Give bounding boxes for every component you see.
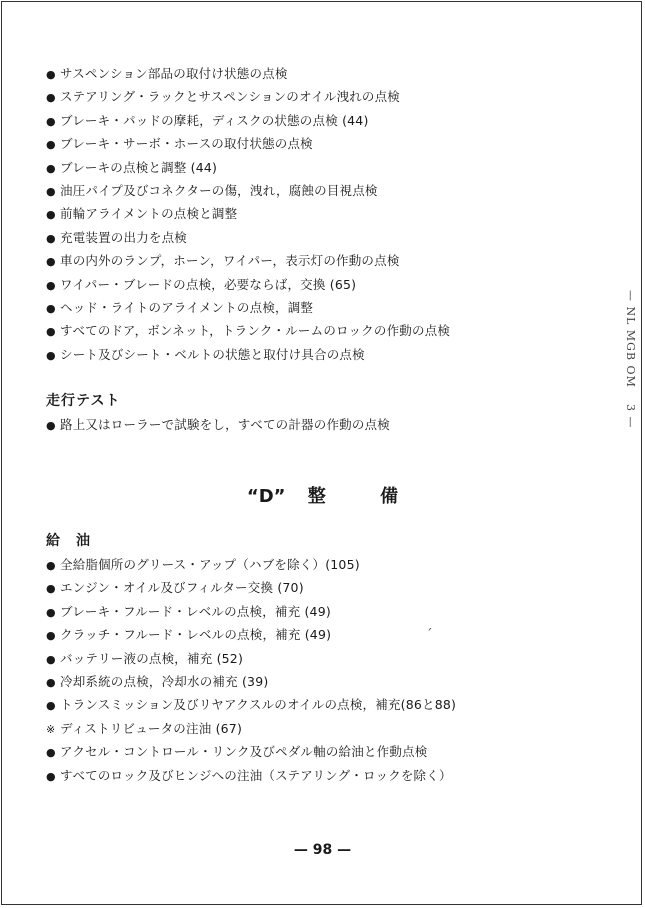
item-text: ディストリビュータの注油 (67) — [60, 720, 243, 736]
list-item — [46, 576, 456, 599]
item-text: 前輪アライメントの点検と調整 — [60, 206, 238, 222]
list-item — [46, 717, 456, 740]
side-document-label — [624, 290, 637, 441]
bullet-icon: ● — [46, 769, 56, 783]
item-text: アクセル・コントロール・リンク及びペダル軸の給油と作動点検 — [60, 744, 428, 760]
inspection-list — [46, 62, 450, 366]
list-item — [46, 296, 450, 319]
bullet-icon: ● — [46, 208, 56, 222]
item-text: ブレーキ・パッドの摩耗，ディスクの状態の点検 (44) — [60, 112, 369, 128]
list-item — [46, 600, 456, 623]
bullet-icon: ● — [46, 325, 56, 339]
item-text: ブレーキ・サーボ・ホースの取付状態の点検 — [60, 136, 313, 152]
bullet-icon: ● — [46, 138, 56, 152]
item-text: エンジン・オイル及びフィルター交換 (70) — [60, 580, 304, 596]
item-text: 路上又はローラーで試験をし，すべての計器の作動の点検 — [60, 417, 390, 432]
item-text: バッテリー液の点検，補充 (52) — [60, 650, 244, 666]
list-item — [46, 343, 450, 366]
item-text: シート及びシート・ベルトの状態と取付け具合の点検 — [60, 346, 365, 362]
list-item — [46, 156, 450, 179]
asterisk-icon: ※ — [46, 722, 56, 736]
list-item — [46, 109, 450, 132]
stray-pen-mark: ˊ — [426, 628, 433, 643]
item-text: ブレーキ・フルード・レベルの点検，補充 (49) — [60, 603, 331, 619]
list-item — [46, 179, 450, 202]
side-label-part: 3 — — [624, 404, 637, 429]
page-number: — 98 — — [293, 842, 352, 858]
item-text: ステアリング・ラックとサスペンションのオイル洩れの点検 — [60, 89, 400, 105]
item-text: トランスミッション及びリヤアクスルのオイルの点検，補充(86と88) — [60, 697, 457, 713]
item-text: 冷却系統の点検，冷却水の補充 (39) — [60, 673, 269, 689]
bullet-icon: ● — [46, 746, 56, 760]
bullet-icon: ● — [46, 184, 56, 198]
title-part: 整 — [307, 486, 326, 507]
bullet-icon: ● — [46, 301, 56, 315]
list-item — [46, 319, 450, 342]
bullet-icon: ● — [46, 114, 56, 128]
list-item — [46, 740, 456, 763]
item-text: クラッチ・フルード・レベルの点検，補充 (49) — [60, 627, 332, 643]
bullet-icon: ● — [46, 278, 56, 292]
page-title — [0, 482, 645, 508]
list-item — [46, 202, 450, 225]
bullet-icon: ● — [46, 68, 56, 81]
bullet-icon: ● — [46, 652, 56, 666]
road-test-heading: 走行テスト — [46, 393, 121, 409]
item-text: ヘッド・ライトのアライメントの点検，調整 — [60, 299, 314, 315]
bullet-icon: ● — [46, 91, 56, 105]
item-text: すべてのドア，ボンネット，トランク・ルームのロックの作動の点検 — [60, 323, 451, 339]
item-text: 全給脂個所のグリース・アップ（ハブを除く）(105) — [60, 557, 360, 572]
title-part: “D” — [246, 486, 286, 507]
list-item — [46, 226, 450, 249]
bullet-icon: ● — [46, 161, 56, 175]
road-test-list — [46, 413, 390, 436]
list-item — [46, 553, 456, 576]
item-text: サスペンション部品の取付け状態の点検 — [60, 66, 288, 81]
side-label-part: — NL MGB OM — [624, 290, 637, 388]
bullet-icon: ● — [46, 582, 56, 596]
bullet-icon: ● — [46, 255, 56, 269]
bullet-icon: ● — [46, 231, 56, 245]
list-item — [46, 623, 456, 646]
list-item — [46, 132, 450, 155]
list-item — [46, 670, 456, 693]
bullet-icon: ● — [46, 559, 56, 572]
list-item — [46, 85, 450, 108]
list-item — [46, 647, 456, 670]
title-part: 備 — [380, 486, 399, 507]
bullet-icon: ● — [46, 605, 56, 619]
list-item — [46, 249, 450, 272]
list-item — [46, 413, 390, 436]
item-text: 充電装置の出力を点検 — [60, 229, 188, 245]
list-item — [46, 764, 456, 787]
list-item — [46, 693, 456, 716]
bullet-icon: ● — [46, 699, 56, 713]
bullet-icon: ● — [46, 629, 56, 643]
bullet-icon: ● — [46, 348, 56, 362]
item-text: すべてのロック及びヒンジへの注油（ステアリング・ロックを除く） — [60, 767, 452, 783]
lubrication-heading: 給 油 — [46, 533, 91, 549]
list-item — [46, 273, 450, 296]
item-text: 油圧パイプ及びコネクターの傷，洩れ，腐蝕の目視点検 — [60, 182, 378, 198]
item-text: ワイパー・ブレードの点検，必要ならば，交換 (65) — [60, 276, 357, 292]
list-item — [46, 62, 450, 85]
lubrication-list — [46, 553, 456, 787]
bullet-icon: ● — [46, 675, 56, 689]
item-text: 車の内外のランプ，ホーン，ワイパー，表示灯の作動の点検 — [60, 253, 400, 269]
bullet-icon: ● — [46, 419, 56, 432]
item-text: ブレーキの点検と調整 (44) — [60, 159, 218, 175]
